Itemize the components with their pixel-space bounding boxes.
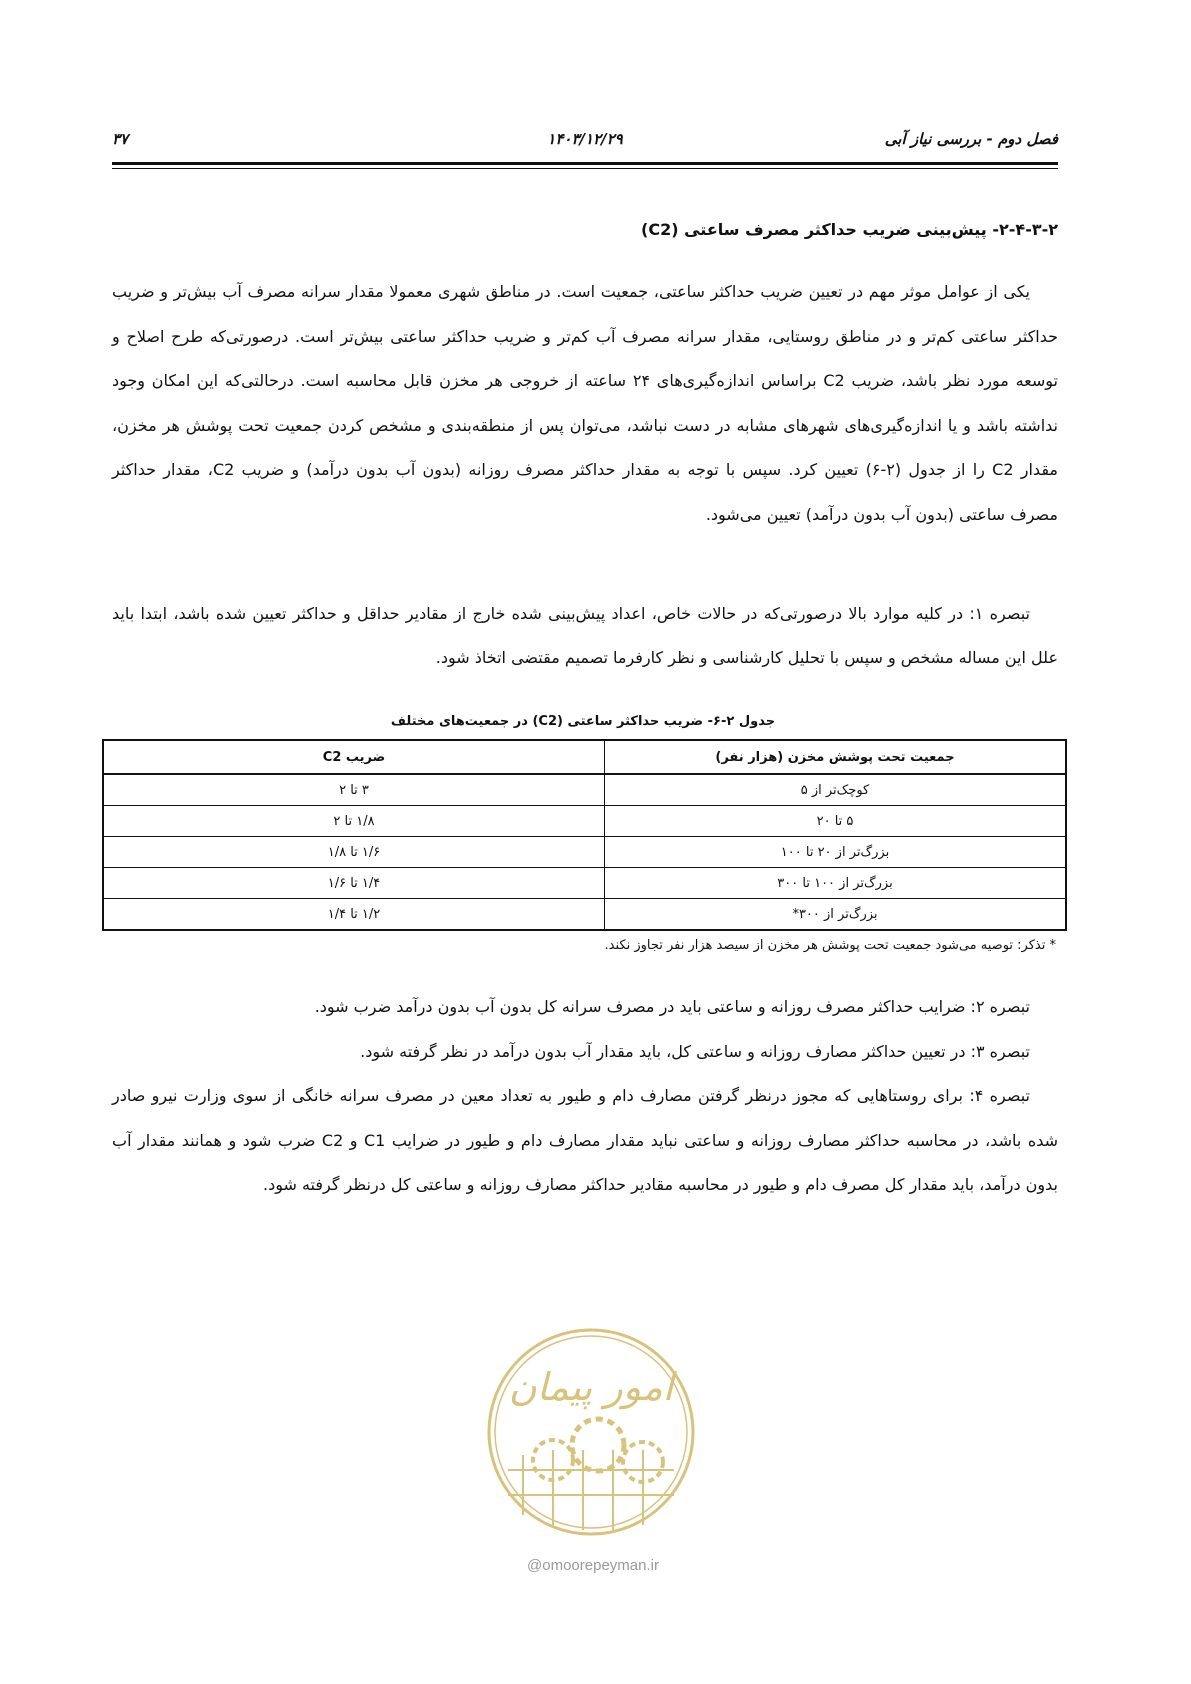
cell-population: بزرگ‌تر از ۱۰۰ تا ۳۰۰ (605, 868, 1067, 899)
watermark-site: @omoorepeyman.ir (527, 1557, 659, 1574)
table-row (103, 899, 1066, 931)
c2-table (102, 739, 1067, 931)
header-rule-thin (112, 168, 1058, 169)
table-row (103, 837, 1066, 868)
cell-population: کوچک‌تر از ۵ (605, 774, 1067, 806)
table-row (103, 774, 1066, 806)
header-population: جمعیت تحت پوشش مخزن (هزار نفر) (605, 740, 1067, 774)
header-c2: ضریب C2 (103, 740, 605, 774)
body-paragraph: یکی از عوامل موثر مهم در تعیین ضریب حداکثر ساعتی، جمعیت است. در مناطق شهری معمولا مقدار سرانه مصرف آب بیش‌تر و ضریب حداکثر ساعتی کم‌تر و در مناطق روستایی، مقدار سرانه مصرف آب کم‌تر و ضریب حداکثر ساعتی بیش‌تر است. درصورتی‌که طرح اصلاح و توسعه مورد نظر باشد، ضریب C2 براساس اندازه‌گیری‌های ۲۴ ساعته از خروجی هر مخزن قابل محاسبه است. درحالتی‌که این امکان وجود نداشته باشد و یا اندازه‌گیری‌های شهرهای مشابه در دست نباشد، می‌توان پس از منطقه‌بندی و مشخص کردن جمعیت تحت پوشش هر مخزن، مقدار C2 را از جدول (۲-۶) تعیین کرد. سپس با توجه به مقدار حداکثر مصرف روزانه (بدون آب بدون درآمد) و ضریب C2، مقدار حداکثر مصرف ساعتی (بدون آب بدون درآمد) تعیین می‌شود. (112, 282, 1058, 524)
header-rule-thick (112, 162, 1058, 165)
cell-c2: ۱/۶ تا ۱/۸ (103, 837, 605, 868)
page-number: ۳۷ (112, 130, 129, 148)
cell-population: ۵ تا ۲۰ (605, 806, 1067, 837)
table-row (103, 868, 1066, 899)
note-1 (112, 592, 1058, 680)
page-header (112, 130, 1058, 156)
note-4: تبصره ۴: برای روستاهایی که مجوز درنظر گرفتن مصارف دام و طیور به تعداد معین در مصرف سرانه خانگی از سوی وزارت نیرو صادر شده باشد، در محاسبه حداکثر مصارف روزانه و ساعتی نباید مقدار مصارف دام و طیور در ضرایب C1 و C2 ضرب شود و همانند مقدار آب بدون درآمد، باید مقدار کل مصرف دام و طیور در محاسبه مقادیر حداکثر مصارف روزانه و ساعتی کل درنظر گرفته شود. (112, 1086, 1059, 1194)
header-date: ۱۴۰۳/۱۲/۲۹ (547, 130, 623, 148)
note-1-text: تبصره ۱: در کلیه موارد بالا درصورتی‌که در حالات خاص، اعداد پیش‌بینی شده خارج از مقادیر حداقل و حداکثر تعیین شده باشد، ابتدا باید علل این مساله مشخص و سپس با تحلیل کارشناسی و نظر کارفرما تصمیم مقتضی اتخاذ شود. (112, 604, 1058, 667)
table-caption: جدول ۲-۶- ضریب حداکثر ساعتی (C2) در جمعیت‌های مختلف (390, 714, 776, 729)
chapter-title: فصل دوم - بررسی نیاز آبی (884, 130, 1058, 148)
table-header-row (103, 740, 1066, 774)
cell-c2: ۱/۲ تا ۱/۴ (103, 899, 605, 931)
cell-population: بزرگ‌تر از ۳۰۰* (605, 899, 1067, 931)
table-row (103, 806, 1066, 837)
table-footnote: * تذکر: توصیه می‌شود جمعیت تحت پوشش هر مخزن از سیصد هزار نفر تجاوز نکند. (604, 938, 1056, 953)
watermark-logo (478, 1320, 704, 1544)
cell-c2: ۳ تا ۲ (103, 774, 605, 806)
section-title: ۲-۴-۳-۲- پیش‌بینی ضریب حداکثر مصرف ساعتی (C2) (641, 220, 1058, 239)
section-body (112, 270, 1058, 537)
cell-c2: ۱/۸ تا ۲ (103, 806, 605, 837)
note-2: تبصره ۲: ضرایب حداکثر مصرف روزانه و ساعتی باید در مصرف سرانه کل بدون آب بدون درآمد ضرب شود. (314, 997, 1030, 1016)
cell-population: بزرگ‌تر از ۲۰ تا ۱۰۰ (605, 837, 1067, 868)
cell-c2: ۱/۴ تا ۱/۶ (103, 868, 605, 899)
logo-text: امور پیمان (508, 1365, 674, 1409)
note-3: تبصره ۳: در تعیین حداکثر مصارف روزانه و ساعتی کل، باید مقدار آب بدون درآمد در نظر گرفته شود. (360, 1041, 1030, 1061)
notes-block (112, 985, 1058, 1208)
